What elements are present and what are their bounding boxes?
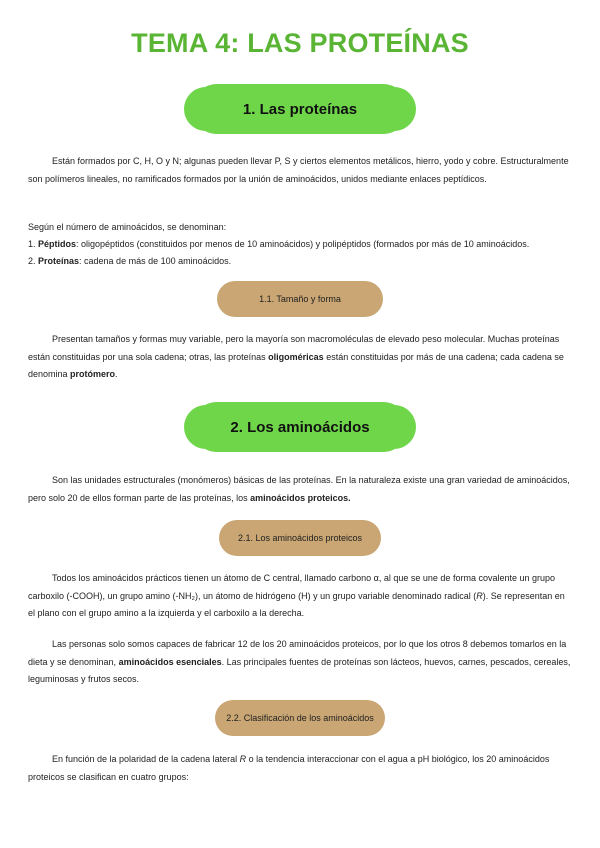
text-run: . [115, 369, 118, 379]
text-run: están constituidas por más de una cadena; cada cadena se denomina [28, 351, 564, 379]
list-item-text: : cadena de más de 100 aminoácidos. [79, 256, 232, 266]
text-run: ). Se representan en el plano con el grupo amino a la izquierda y el carboxilo a la derecha. [28, 590, 565, 618]
term-aminoacidos-proteicos: aminoácidos proteicos. [250, 492, 351, 503]
paragraph-size-shape [28, 331, 574, 384]
section-heading-aminoacidos [192, 402, 408, 452]
text-run: Presentan tamaños y formas muy variable, pero la mayoría son macromoléculas de elevado peso molecular. Muchas proteínas están constituidas por una sola cadena; otras, las proteínas [28, 334, 560, 362]
paragraph-classification-intro: Según el número de aminoácidos, se denominan: [28, 222, 227, 232]
paragraph-amino-structure [28, 570, 574, 623]
paragraph-essential-amino [28, 636, 574, 689]
text-run: Son las unidades estructurales (monómeros) básicas de las proteínas. En la naturaleza existe una gran variedad de aminoácidos, pero solo 20 de ellos forman parte de las proteínas, los [28, 475, 570, 503]
text-run: . Las principales fuentes de proteínas son lácteos, huevos, carnes, pescados, cereales, leguminosas y frutos secos. [28, 656, 571, 684]
term-protomero: protómero [70, 369, 116, 379]
radical-symbol: R [476, 590, 483, 601]
list-number: 1. [28, 239, 39, 249]
text-run: Las personas solo somos capaces de fabricar 12 de los 20 aminoácidos proteicos, por lo que los otros 8 debemos tomarlos en la dieta y se denominan, [28, 639, 567, 667]
text-run: Todos los aminoácidos prácticos tienen un átomo de C central, llamado carbono α, al que se une de forma covalente un grupo carboxilo (-COOH), un grupo amino (-NH₂), un átomo de hidrógeno (H) y un grupo variable denominado radical ( [28, 573, 556, 601]
term-oligomericas: oligoméricas [268, 351, 324, 362]
radical-symbol: R [239, 754, 247, 764]
list-item-peptidos [28, 236, 574, 254]
paragraph-classification [28, 751, 574, 786]
list-number: 2. [28, 256, 39, 266]
subsection-heading-tamano: 1.1. Tamaño y forma [217, 281, 383, 317]
list-item-text: : oligopéptidos (constituidos por menos de 10 aminoácidos) y polipéptidos (formados por más de 10 aminoácidos. [76, 239, 530, 249]
term-aminoacidos-esenciales: aminoácidos esenciales [118, 656, 222, 667]
term-peptidos: Péptidos [38, 239, 77, 249]
list-item-proteinas [28, 253, 574, 271]
page-title: TEMA 4: LAS PROTEÍNAS [131, 28, 469, 58]
section-heading-proteinas [192, 84, 408, 134]
text-run: o la tendencia interaccionar con el agua a pH biológico, los 20 aminoácidos proteicos se clasifican en cuatro grupos: [28, 754, 550, 782]
section-heading-label: 2. Los aminoácidos [230, 418, 370, 436]
term-proteinas: Proteínas [38, 256, 80, 266]
text-run: En función de la polaridad de la cadena lateral [52, 754, 240, 764]
section-heading-label: 1. Las proteínas [242, 100, 358, 118]
paragraph-amino-units [28, 472, 574, 507]
subsection-heading-clasificacion: 2.2. Clasificación de los aminoácidos [215, 700, 385, 736]
paragraph-composition: Están formados por C, H, O y N; algunas pueden llevar P, S y ciertos elementos metálicos, hierro, yodo y cobre. Estructuralmente son polímeros lineales, no ramificados formados por la unión de aminoácidos, unidos mediante enlaces peptídicos. [28, 156, 569, 184]
subsection-heading-aminoacidos-proteicos: 2.1. Los aminoácidos proteicos [219, 520, 381, 556]
